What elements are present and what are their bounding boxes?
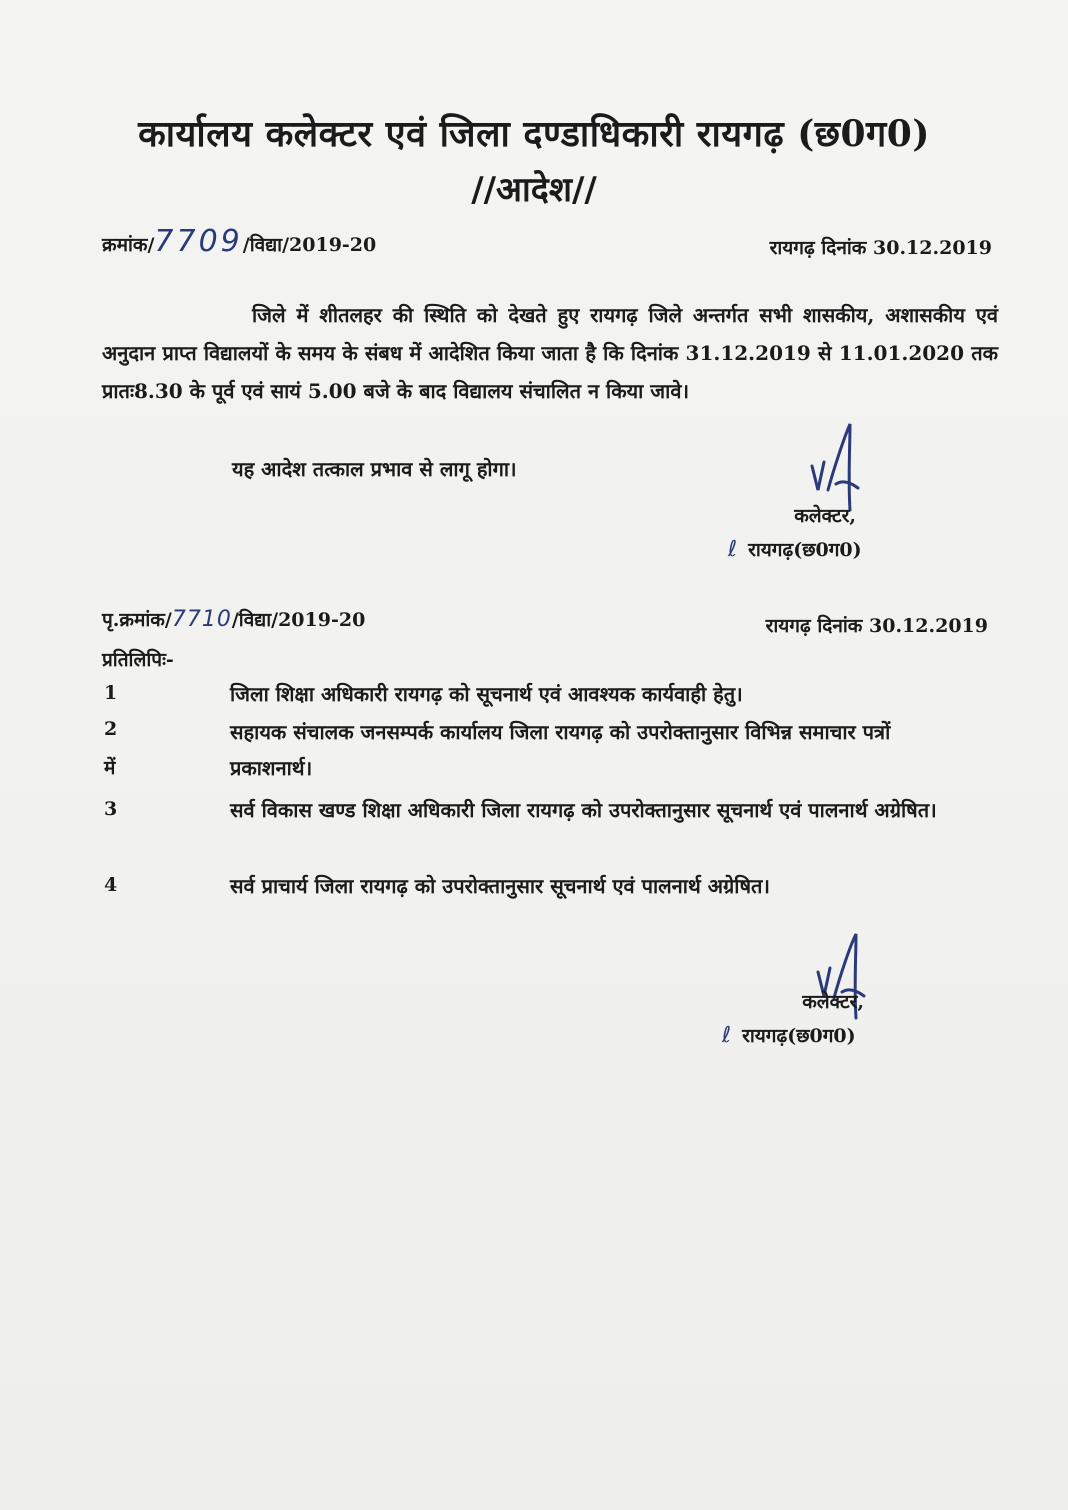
signatory-title-1: कलेक्टर,: [794, 505, 856, 527]
list-item-text: सर्व प्राचार्य जिला रायगढ़ को उपरोक्तानुसार सूचनार्थ एवं पालनार्थ अग्रेषित।: [230, 874, 770, 898]
signatory-place-1: रायगढ़(छ0ग0): [748, 539, 862, 561]
order-effect-line: यह आदेश तत्काल प्रभाव से लागू होगा।: [232, 457, 517, 481]
list-item-text: सर्व विकास खण्ड शिक्षा अधिकारी जिला रायगढ़ को उपरोक्तानुसार सूचनार्थ एवं पालनार्थ अग्रेषित।: [230, 798, 937, 822]
order-paragraph: [102, 296, 998, 410]
list-item-text: सहायक संचालक जनसम्पर्क कार्यालय जिला रायगढ़ को उपरोक्तानुसार विभिन्न समाचार पत्रों: [230, 720, 891, 744]
copy-ref-prefix: पृ.क्रमांक/: [102, 609, 172, 631]
copy-reference: [102, 606, 365, 632]
list-item-continuation-prefix: में: [104, 757, 116, 779]
copy-date: रायगढ़ दिनांक 30.12.2019: [765, 615, 988, 637]
order-ref-suffix: /विद्या/2019-20: [242, 234, 377, 256]
list-item-number: 1: [104, 682, 118, 704]
signatory-place-2: रायगढ़(छ0ग0): [742, 1025, 856, 1047]
copy-ref-number: 7710: [171, 607, 232, 632]
office-title: कार्यालय कलेक्टर एवं जिला दण्डाधिकारी रायगढ़ (छ0ग0): [138, 113, 930, 155]
list-item-continuation: प्रकाशनार्थ।: [230, 756, 313, 780]
list-item-number: 4: [104, 874, 118, 896]
signatory-title-2: कलेक्टर,: [802, 991, 864, 1013]
initial-mark-2: ℓ: [722, 1023, 733, 1048]
order-reference: [102, 224, 376, 259]
order-ref-number: 7709: [154, 224, 243, 259]
copy-ref-suffix: /विद्या/2019-20: [231, 609, 366, 631]
order-ref-prefix: क्रमांक/: [102, 234, 155, 256]
initial-mark-1: ℓ: [728, 537, 739, 562]
order-heading: //आदेश//: [471, 170, 597, 210]
signatory-place-block-2: [722, 1022, 856, 1048]
list-item-number: 2: [104, 718, 118, 740]
order-paragraph-text: जिले में शीतलहर की स्थिति को देखते हुए रायगढ़ जिले अन्तर्गत सभी शासकीय, अशासकीय एवं अनुदान प्राप्त विद्यालयों के समय के संबध में आदेशित किया जाता है कि दिनांक 31.12.2019 से 11.01.2020 तक प्रातः8.30 के पूर्व एवं सायं 5.00 बजे के बाद विद्यालय संचालित न किया जावे।: [102, 303, 998, 403]
signatory-place-block-1: [728, 536, 862, 562]
list-item-text: जिला शिक्षा अधिकारी रायगढ़ को सूचनार्थ एवं आवश्यक कार्यवाही हेतु।: [230, 682, 743, 706]
copy-heading: प्रतिलिपिः-: [102, 649, 174, 671]
order-date: रायगढ़ दिनांक 30.12.2019: [769, 237, 992, 259]
list-item-number: 3: [104, 798, 118, 820]
